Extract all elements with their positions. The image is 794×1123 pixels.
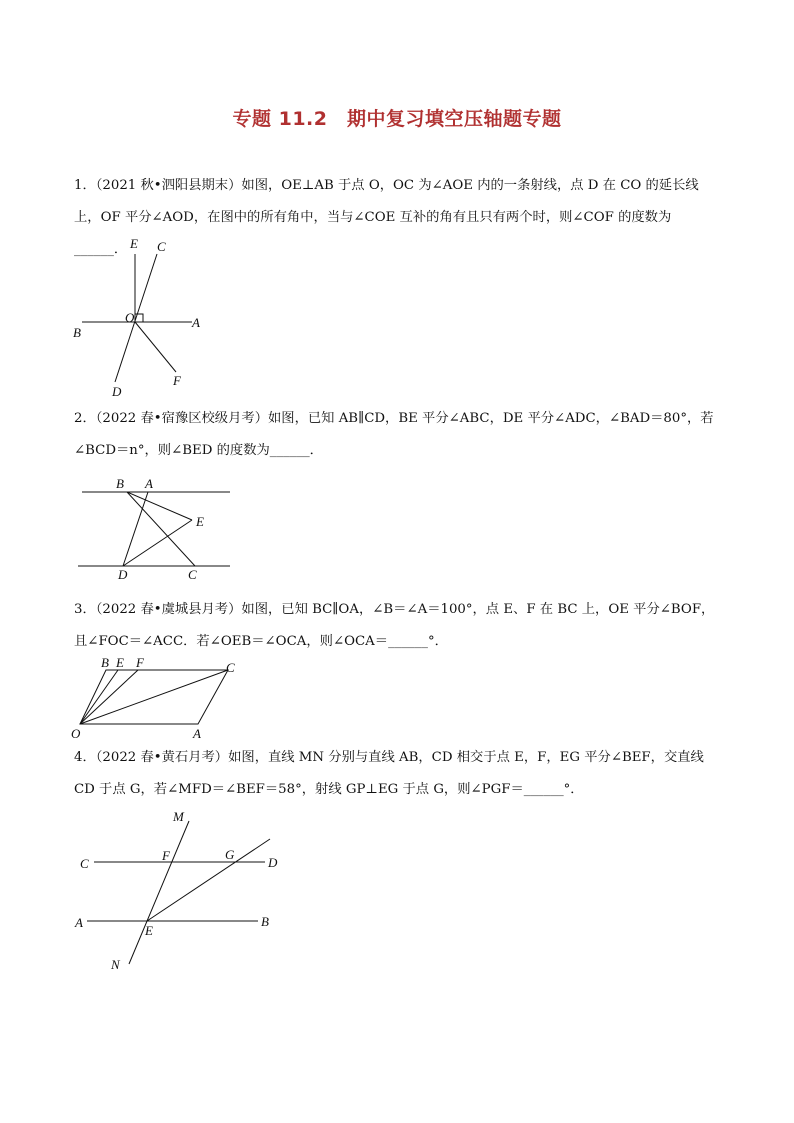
question-3: 3．（2022 春•虞城县月考）如图，已知 BC∥OA，∠B＝∠A＝100°，点 E、F 在 BC 上，OE 平分∠BOF，且∠FOC＝∠ACC．若∠OEB＝∠OCA，则∠OCA＝______°． bbox=[74, 602, 715, 649]
label-c: C bbox=[80, 856, 89, 871]
label-c: C bbox=[188, 567, 197, 582]
line-ad bbox=[123, 492, 148, 566]
label-d: D bbox=[112, 384, 122, 399]
label-o: O bbox=[71, 726, 81, 741]
label-n: N bbox=[111, 957, 120, 972]
question-2: 2．（2022 春•宿豫区校级月考）如图，已知 AB∥CD，BE 平分∠ABC，DE 平分∠ADC，∠BAD＝80°，若∠BCD＝n°，则∠BED 的度数为______． bbox=[74, 411, 714, 458]
label-c: C bbox=[226, 660, 235, 675]
line-cd bbox=[115, 254, 157, 382]
figure-3 bbox=[70, 654, 250, 744]
label-a: A bbox=[193, 726, 201, 741]
label-f: F bbox=[173, 373, 181, 388]
label-a: A bbox=[145, 476, 153, 491]
figure-1 bbox=[70, 232, 220, 402]
label-d: D bbox=[268, 855, 278, 870]
label-e: E bbox=[145, 923, 153, 938]
question-4: 4．（2022 春•黄石月考）如图，直线 MN 分别与直线 AB，CD 相交于点 E，F，EG 平分∠BEF，交直线 CD 于点 G，若∠MFD＝∠BEF＝58°，射线 GP⊥EG 于点 G，则∠PGF＝______°． bbox=[74, 750, 704, 797]
label-b: B bbox=[101, 655, 109, 670]
line-de bbox=[123, 520, 192, 566]
label-f: F bbox=[136, 655, 144, 670]
line-be bbox=[127, 492, 192, 520]
label-d: D bbox=[118, 567, 128, 582]
label-b: B bbox=[116, 476, 124, 491]
line-bc bbox=[127, 492, 195, 566]
line-of bbox=[135, 322, 176, 372]
label-e: E bbox=[116, 655, 124, 670]
question-1: 1．（2021 秋•泗阳县期末）如图，OE⊥AB 于点 O，OC 为∠AOE 内的一条射线，点 D 在 CO 的延长线上，OF 平分∠AOD，在图中的所有角中，当与∠COE 互补的角有且只有两个时，则∠COF 的度数为 ______． bbox=[74, 178, 699, 257]
label-b: B bbox=[261, 914, 269, 929]
line-oe bbox=[80, 670, 118, 724]
label-b: B bbox=[73, 325, 81, 340]
label-c: C bbox=[157, 239, 166, 254]
label-f: F bbox=[162, 848, 170, 863]
label-a: A bbox=[75, 915, 83, 930]
label-o: O bbox=[125, 310, 135, 325]
label-m: M bbox=[173, 809, 184, 824]
figure-4 bbox=[70, 806, 280, 976]
line-mn bbox=[129, 821, 189, 964]
label-e: E bbox=[196, 514, 204, 529]
label-a: A bbox=[192, 315, 200, 330]
label-g: G bbox=[225, 847, 235, 862]
label-e: E bbox=[130, 236, 138, 251]
page-title: 专题 11.2 期中复习填空压轴题专题 bbox=[232, 108, 562, 130]
figure-2 bbox=[70, 474, 240, 586]
line-of bbox=[80, 670, 138, 724]
